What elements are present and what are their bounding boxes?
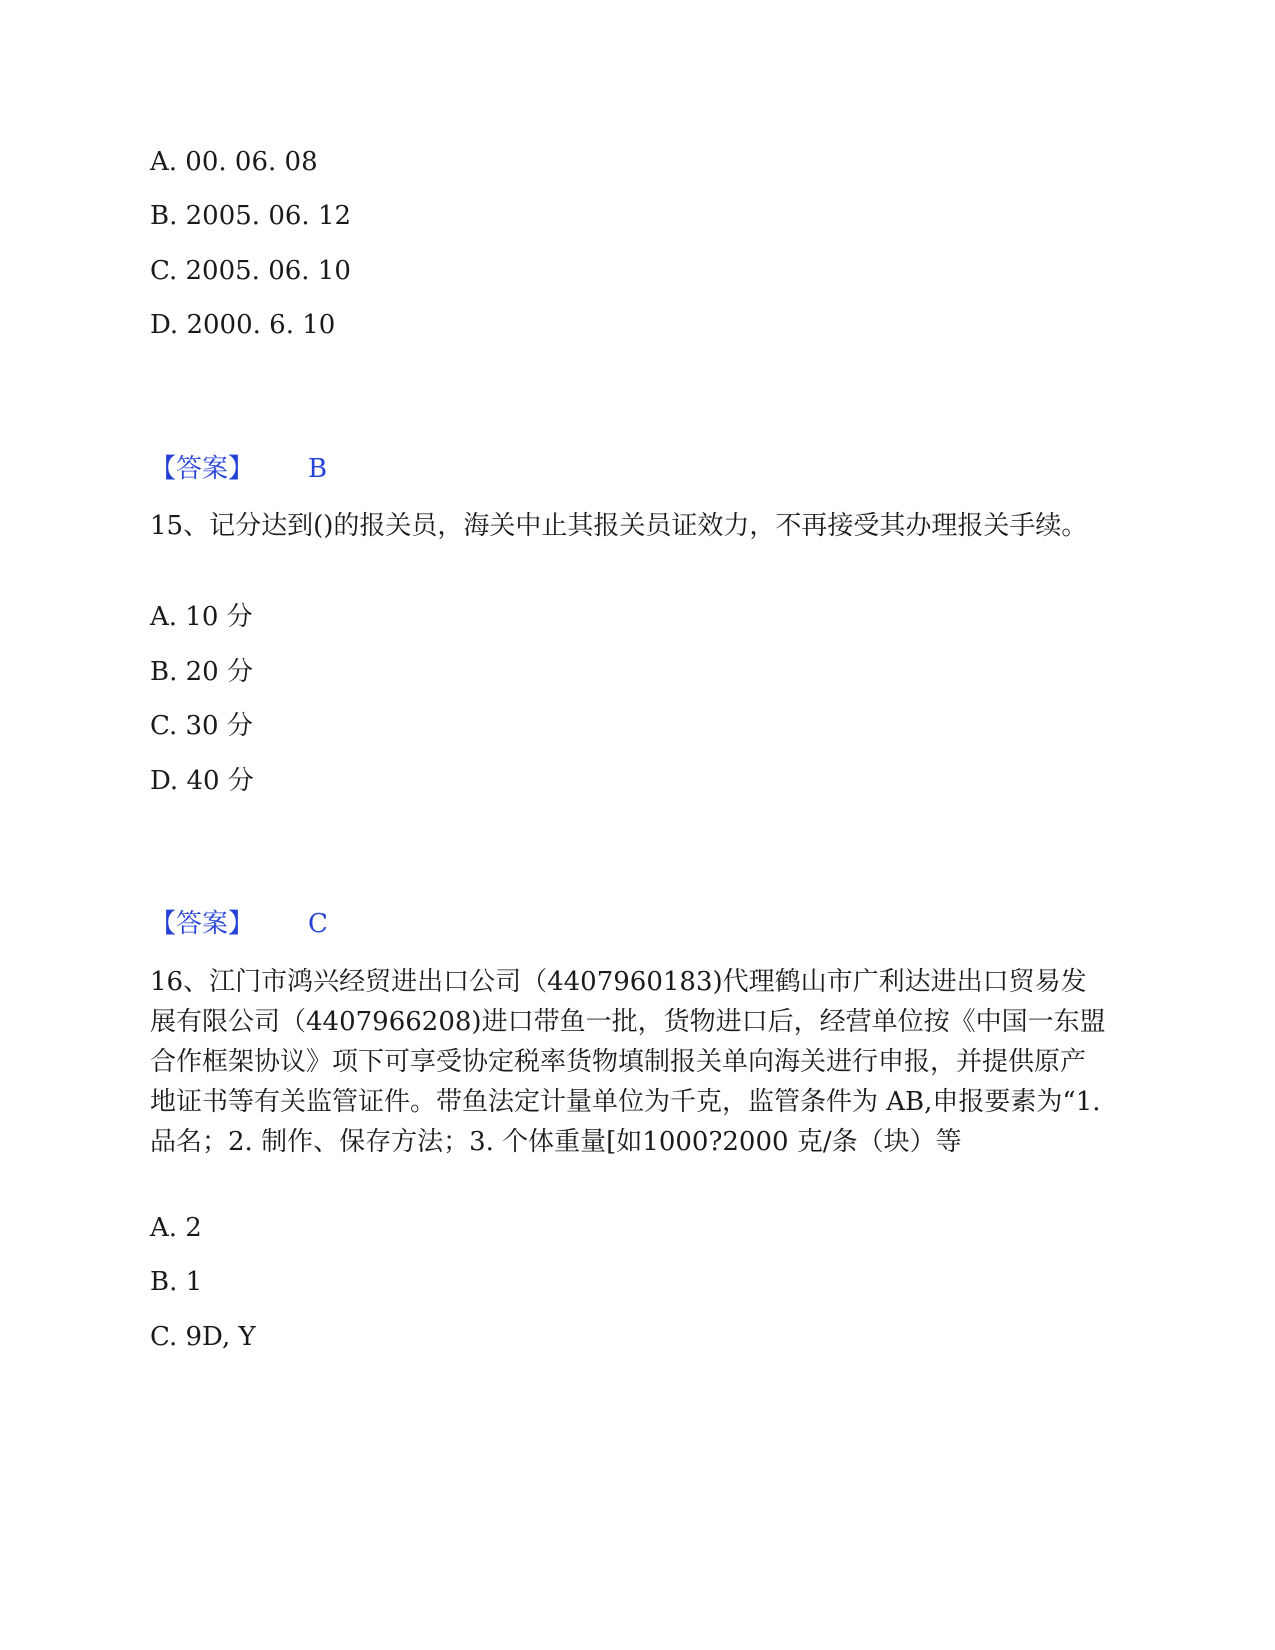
- answer-label: 【答案】: [150, 454, 255, 484]
- option-b: B. 2005. 06. 12: [150, 201, 352, 231]
- q15-option-a: A. 10 分: [150, 602, 253, 632]
- q15-option-b: B. 20 分: [150, 657, 253, 687]
- option-c: C. 2005. 06. 10: [150, 256, 351, 286]
- answer-row: [150, 454, 327, 484]
- q15-option-d: D. 40 分: [150, 766, 254, 796]
- answer-row-q15: [150, 909, 328, 939]
- q16-option-c: C. 9D, Y: [150, 1322, 256, 1352]
- option-a: A. 00. 06. 08: [150, 147, 318, 177]
- q16-option-b: B. 1: [150, 1267, 203, 1297]
- answer-value: C: [308, 909, 328, 939]
- q15-option-c: C. 30 分: [150, 711, 253, 741]
- question-15-text: 15、记分达到()的报关员，海关中止其报关员证效力，不再接受其办理报关手续。: [150, 511, 1088, 541]
- question-16-text: 16、江门市鸿兴经贸进出口公司（4407960183)代理鹤山市广利达进出口贸易发展有限公司（4407966208)进口带鱼一批，货物进口后，经营单位按《中国一东盟合作框架协议》项下可享受协定税率货物填制报关单向海关进行申报，并提供原产地证书等有关监管证件。带鱼法定计量单位为千克，监管条件为 AB,申报要素为“1. 品名；2. 制作、保存方法；3. 个体重量[如1000?2000 克/条（块）等: [150, 967, 1106, 1157]
- answer-value: B: [308, 454, 328, 484]
- q16-option-a: A. 2: [150, 1213, 202, 1243]
- answer-label: 【答案】: [150, 909, 255, 939]
- option-d: D. 2000. 6. 10: [150, 310, 336, 340]
